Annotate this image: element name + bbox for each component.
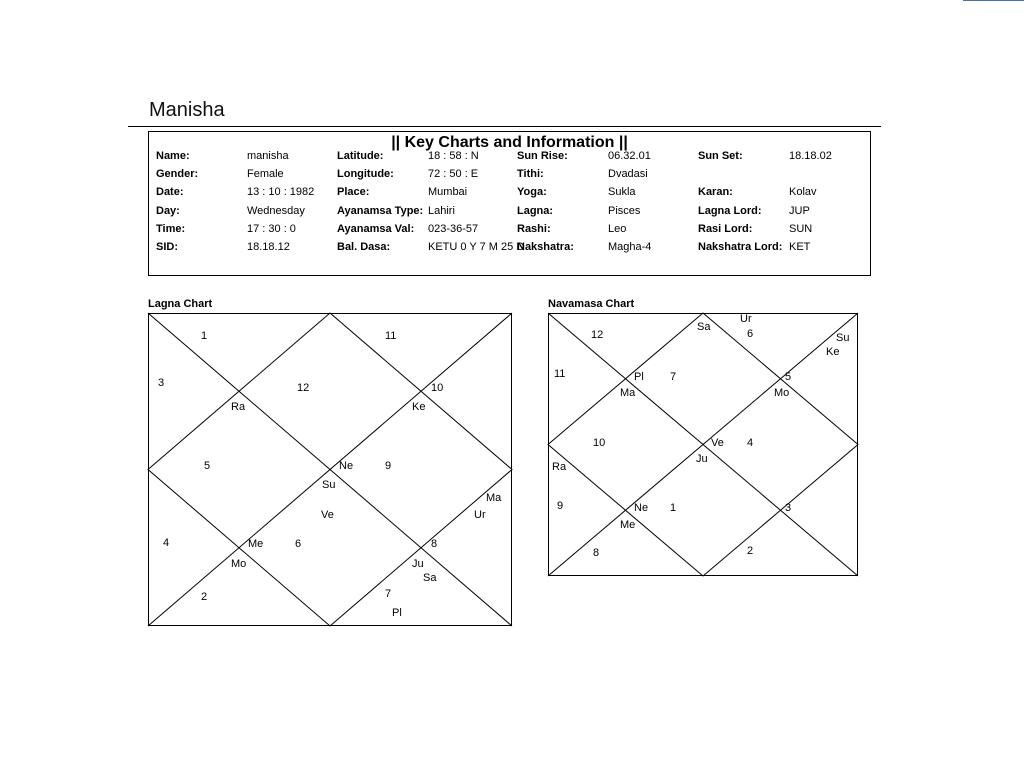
house-5-sign: 9 [385, 460, 392, 472]
house-10-sign: 10 [593, 437, 606, 449]
planet-label: Ju [696, 453, 708, 465]
info-value: Magha-4 [608, 241, 652, 253]
house-6-sign: 2 [747, 545, 754, 557]
house-3-sign: 11 [385, 330, 397, 342]
info-value: KETU 0 Y 7 M 25 D [428, 241, 525, 253]
person-name: Manisha [149, 99, 225, 121]
info-label: Yoga: [517, 186, 547, 198]
info-value: 18 : 58 : N [428, 150, 479, 162]
info-label: Bal. Dasa: [337, 241, 391, 253]
planet-label: Ne [339, 460, 354, 472]
planet-label: Ur [740, 313, 752, 325]
house-11-sign: 9 [557, 500, 564, 512]
key-info-panel [148, 131, 871, 276]
info-label: Longitude: [337, 168, 394, 180]
planet-label: Ne [634, 502, 649, 514]
info-value: 18.18.02 [789, 150, 832, 162]
planet-label: Ur [474, 509, 486, 521]
info-label: Sun Set: [698, 150, 743, 162]
info-label: Lagna: [517, 205, 554, 217]
planet-label: Ve [711, 437, 724, 449]
info-label: Day: [156, 205, 180, 217]
planet-label: Ma [620, 387, 636, 399]
info-value: Mumbai [428, 186, 468, 198]
house-8-sign: 12 [591, 329, 604, 341]
lagna-chart-title: Lagna Chart [148, 298, 213, 310]
house-9-sign: 5 [204, 460, 211, 472]
info-value: manisha [247, 150, 289, 162]
header-divider [128, 126, 881, 127]
house-9-sign: 11 [554, 368, 566, 380]
info-label: Karan: [698, 186, 733, 198]
info-label: Date: [156, 186, 184, 198]
planet-label: Ke [826, 346, 840, 358]
info-label: SID: [156, 241, 178, 253]
planet-label: Sa [697, 321, 711, 333]
house-2-sign: 6 [747, 328, 754, 340]
info-value: KET [789, 241, 811, 253]
house-4-sign: 10 [431, 382, 444, 394]
info-label: Sun Rise: [517, 150, 568, 162]
info-value: Pisces [608, 205, 641, 217]
planet-label: Mo [231, 558, 247, 570]
house-2-sign: 12 [297, 382, 310, 394]
planet-label: Ve [321, 509, 334, 521]
info-label: Tithi: [517, 168, 544, 180]
planet-label: Su [322, 479, 336, 491]
info-value: SUN [789, 223, 813, 235]
planet-label: Su [836, 332, 850, 344]
info-label: Time: [156, 223, 186, 235]
planet-label: Pl [634, 371, 644, 383]
house-12-sign: 2 [201, 591, 208, 603]
info-value: 72 : 50 : E [428, 168, 479, 180]
navamsa-chart [548, 313, 858, 576]
info-label: Ayanamsa Val: [337, 223, 415, 235]
info-value: JUP [789, 205, 810, 217]
info-label: Nakshatra: [517, 241, 574, 253]
house-4-sign: 4 [747, 437, 754, 449]
top-right-link[interactable] [963, 0, 1024, 1]
info-value: 023-36-57 [428, 223, 479, 235]
house-11-sign: 3 [158, 377, 165, 389]
planet-label: Me [620, 519, 636, 531]
info-value: Lahiri [428, 205, 455, 217]
info-title: || Key Charts and Information || [391, 134, 628, 151]
info-value: Kolav [789, 186, 817, 198]
house-12-sign: 8 [593, 547, 600, 559]
house-7-sign: 7 [385, 588, 392, 600]
house-1-sign: 7 [670, 371, 677, 383]
planet-label: Mo [774, 387, 790, 399]
planet-label: Ra [231, 401, 246, 413]
info-label: Nakshatra Lord: [698, 241, 783, 253]
house-1-sign: 1 [201, 330, 208, 342]
info-value: 06.32.01 [608, 150, 651, 162]
planet-label: Ra [552, 461, 567, 473]
info-label: Name: [156, 150, 190, 162]
info-value: Sukla [608, 186, 636, 198]
info-label: Place: [337, 186, 370, 198]
info-value: Leo [608, 223, 627, 235]
house-3-sign: 5 [785, 371, 792, 383]
planet-label: Me [248, 538, 264, 550]
info-value: Wednesday [247, 205, 305, 217]
info-value: 13 : 10 : 1982 [247, 186, 315, 198]
info-value: Female [247, 168, 284, 180]
info-label: Lagna Lord: [698, 205, 762, 217]
info-label: Rasi Lord: [698, 223, 753, 235]
info-label: Latitude: [337, 150, 384, 162]
planet-label: Ke [412, 401, 426, 413]
info-label: Rashi: [517, 223, 551, 235]
house-5-sign: 3 [785, 502, 792, 514]
house-6-sign: 8 [431, 538, 438, 550]
house-8-sign: 6 [295, 538, 302, 550]
planet-label: Ju [412, 558, 424, 570]
planet-label: Pl [392, 607, 402, 619]
info-value: 17 : 30 : 0 [247, 223, 296, 235]
planet-label: Sa [423, 572, 437, 584]
info-label: Gender: [156, 168, 199, 180]
info-label: Ayanamsa Type: [337, 205, 424, 217]
info-value: Dvadasi [608, 168, 648, 180]
navamsa-chart-title: Navamasa Chart [548, 298, 635, 310]
house-10-sign: 4 [163, 537, 170, 549]
info-value: 18.18.12 [247, 241, 290, 253]
planet-label: Ma [486, 492, 502, 504]
house-7-sign: 1 [670, 502, 677, 514]
lagna-chart [148, 313, 512, 626]
